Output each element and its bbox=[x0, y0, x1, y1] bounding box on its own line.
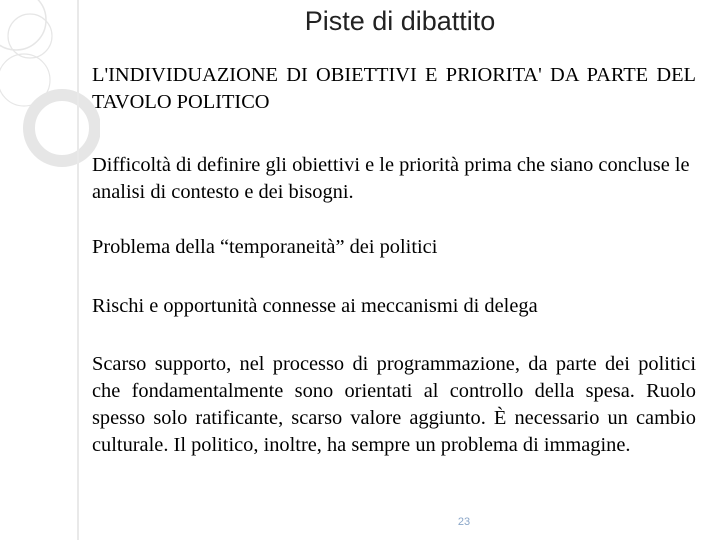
point-text: Difficoltà di definire gli obiettivi e le priorità prima che siano concluse le analisi di contesto e dei bisogni. bbox=[92, 154, 690, 203]
page-number: 23 bbox=[457, 516, 471, 528]
vertical-divider bbox=[77, 0, 79, 540]
decor-ring-large bbox=[29, 95, 95, 161]
slide-title: Piste di dibattito bbox=[304, 6, 496, 36]
section-heading: L'INDIVIDUAZIONE DI OBIETTIVI E PRIORITA' DA PARTE DEL TAVOLO POLITICO bbox=[92, 64, 696, 113]
decor-ring-mid bbox=[0, 54, 50, 106]
point-text: Scarso supporto, nel processo di programmazione, da parte dei politici che fondamentalmente sono orientati al controllo della spesa. Ruolo spesso solo ratificante, scarso valore aggiunto. È necessario un cambio culturale. Il politico, inoltre, ha sempre un problema di immagine. bbox=[92, 353, 696, 456]
point-text: Rischi e opportunità connesse ai meccanismi di delega bbox=[92, 295, 538, 317]
decorative-circles bbox=[0, 0, 100, 540]
point-text: Problema della “temporaneità” dei politici bbox=[92, 236, 438, 258]
decor-ring-top bbox=[0, 0, 46, 50]
decor-ring-top-inner bbox=[8, 14, 52, 58]
